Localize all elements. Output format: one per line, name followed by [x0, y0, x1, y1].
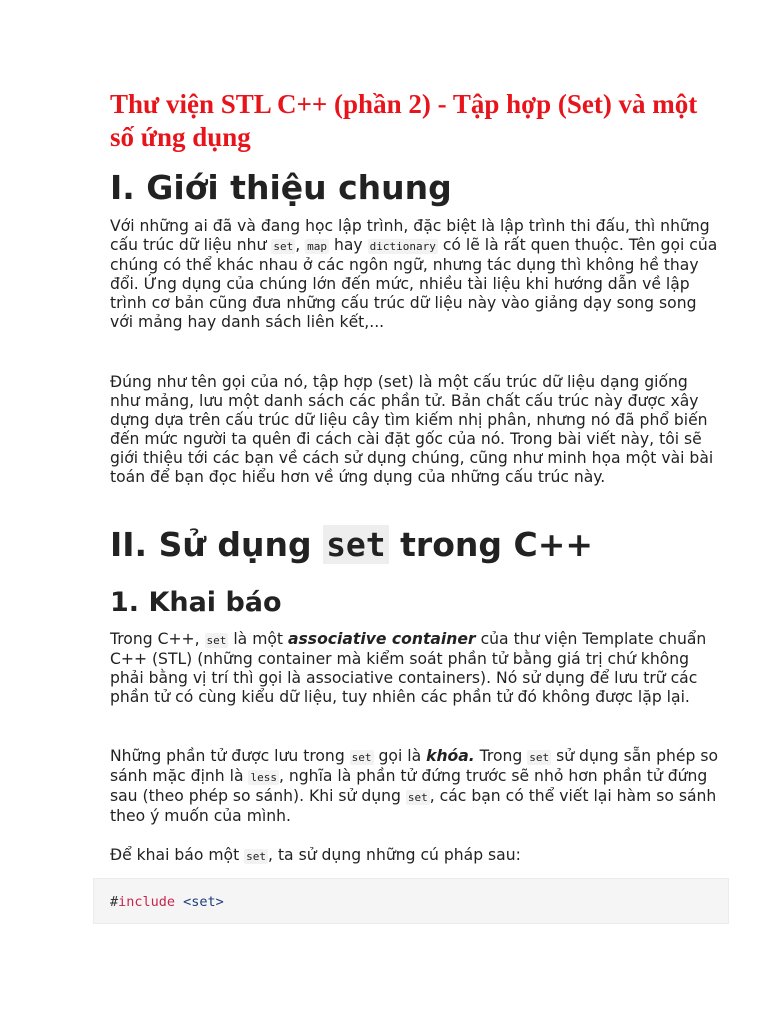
paragraph-declaration-2 — [110, 747, 722, 826]
paragraph-text: Trong C++, — [110, 630, 205, 648]
heading-code-set: set — [323, 525, 389, 564]
paragraph-text: sử dụng sẵn phép so sánh mặc định là — [110, 747, 718, 785]
inline-code-set: set — [273, 240, 294, 253]
inline-code-less: less — [250, 771, 277, 784]
inline-code-map: map — [307, 240, 328, 253]
article-title: Thư viện STL C++ (phần 2) - Tập hợp (Set) và một số ứng dụng — [110, 89, 698, 152]
paragraph-text: , nghĩa là phần tử đứng trước sẽ nhỏ hơn phần tử đứng sau (theo phép so sánh). Khi sử dụng — [110, 767, 708, 805]
paragraph-text: , — [295, 236, 306, 254]
paragraph-text: Trong — [474, 747, 528, 765]
heading-text: trong C++ — [388, 525, 594, 564]
paragraph-text: Những phần tử được lưu trong — [110, 747, 350, 765]
code-line-include — [110, 893, 224, 911]
inline-code-set: set — [206, 634, 227, 647]
code-block — [93, 878, 729, 924]
inline-code-set: set — [351, 751, 372, 764]
paragraph-text: , các bạn có thể viết lại hàm so sánh theo ý muốn của mình. — [110, 787, 717, 825]
inline-code-dictionary: dictionary — [369, 240, 436, 253]
paragraph-declaration-3 — [110, 846, 722, 866]
code-keyword-include: include — [118, 894, 176, 910]
subheading-declaration: 1. Khai báo — [110, 587, 282, 618]
section-heading-using-set — [110, 525, 593, 565]
inline-code-set: set — [246, 850, 267, 863]
code-hash: # — [110, 894, 119, 910]
paragraph-text: gọi là — [373, 747, 427, 765]
paragraph-text: của thư viện Template chuẩn C++ (STL) (những container mà kiểm soát phần tử bằng giá trị chứ không phải bằng vị trí thì gọi là associative containers). Nó sử dụng để lưu trữ các phần tử có cùng kiểu dữ liệu, tuy nhiên các phần tử đó không được lặp lại. — [110, 630, 707, 706]
paragraph-text: hay — [329, 236, 368, 254]
paragraph-text: có lẽ là rất quen thuộc. Tên gọi của chúng có thể khác nhau ở các ngôn ngữ, nhưng tác dụng thì không hề thay đổi. Ứng dụng của chúng lớn đến mức, nhiều tài liệu khi hướng dẫn về lập trình cơ bản cũng đưa những cấu trúc dữ liệu này vào giảng dạy song song với mảng hay danh sách liên kết,... — [110, 236, 718, 331]
heading-text: II. Sử dụng — [110, 525, 324, 564]
paragraph-text: Với những ai đã và đang học lập trình, đặc biệt là lập trình thi đấu, thì những cấu trúc dữ liệu như — [110, 217, 710, 254]
paragraph-intro-2: Đúng như tên gọi của nó, tập hợp (set) là một cấu trúc dữ liệu dạng giống như mảng, lưu một danh sách các phần tử. Bản chất cấu trúc này được xây dựng dựa trên cấu trúc dữ liệu cây tìm kiếm nhị phân, nhưng nó đã phổ biến đến mức người ta quên đi cách cài đặt gốc của nó. Trong bài viết này, tôi sẽ giới thiệu tới các bạn về cách sử dụng chúng, cũng như minh họa một vài bài toán để bạn đọc hiểu hơn về ứng dụng của những cấu trúc này. — [110, 373, 714, 486]
emphasis-associative-container: associative container — [288, 630, 476, 648]
paragraph-text: Để khai báo một — [110, 846, 245, 864]
paragraph-intro-1 — [110, 217, 722, 332]
inline-code-set: set — [529, 751, 550, 764]
inline-code-set: set — [407, 791, 428, 804]
emphasis-key: khóa. — [426, 747, 475, 765]
paragraph-text: , ta sử dụng những cú pháp sau: — [268, 846, 521, 864]
section-heading-intro: I. Giới thiệu chung — [110, 168, 452, 207]
code-header-set: <set> — [175, 894, 224, 910]
paragraph-text: là một — [228, 630, 288, 648]
paragraph-declaration-1 — [110, 630, 722, 707]
